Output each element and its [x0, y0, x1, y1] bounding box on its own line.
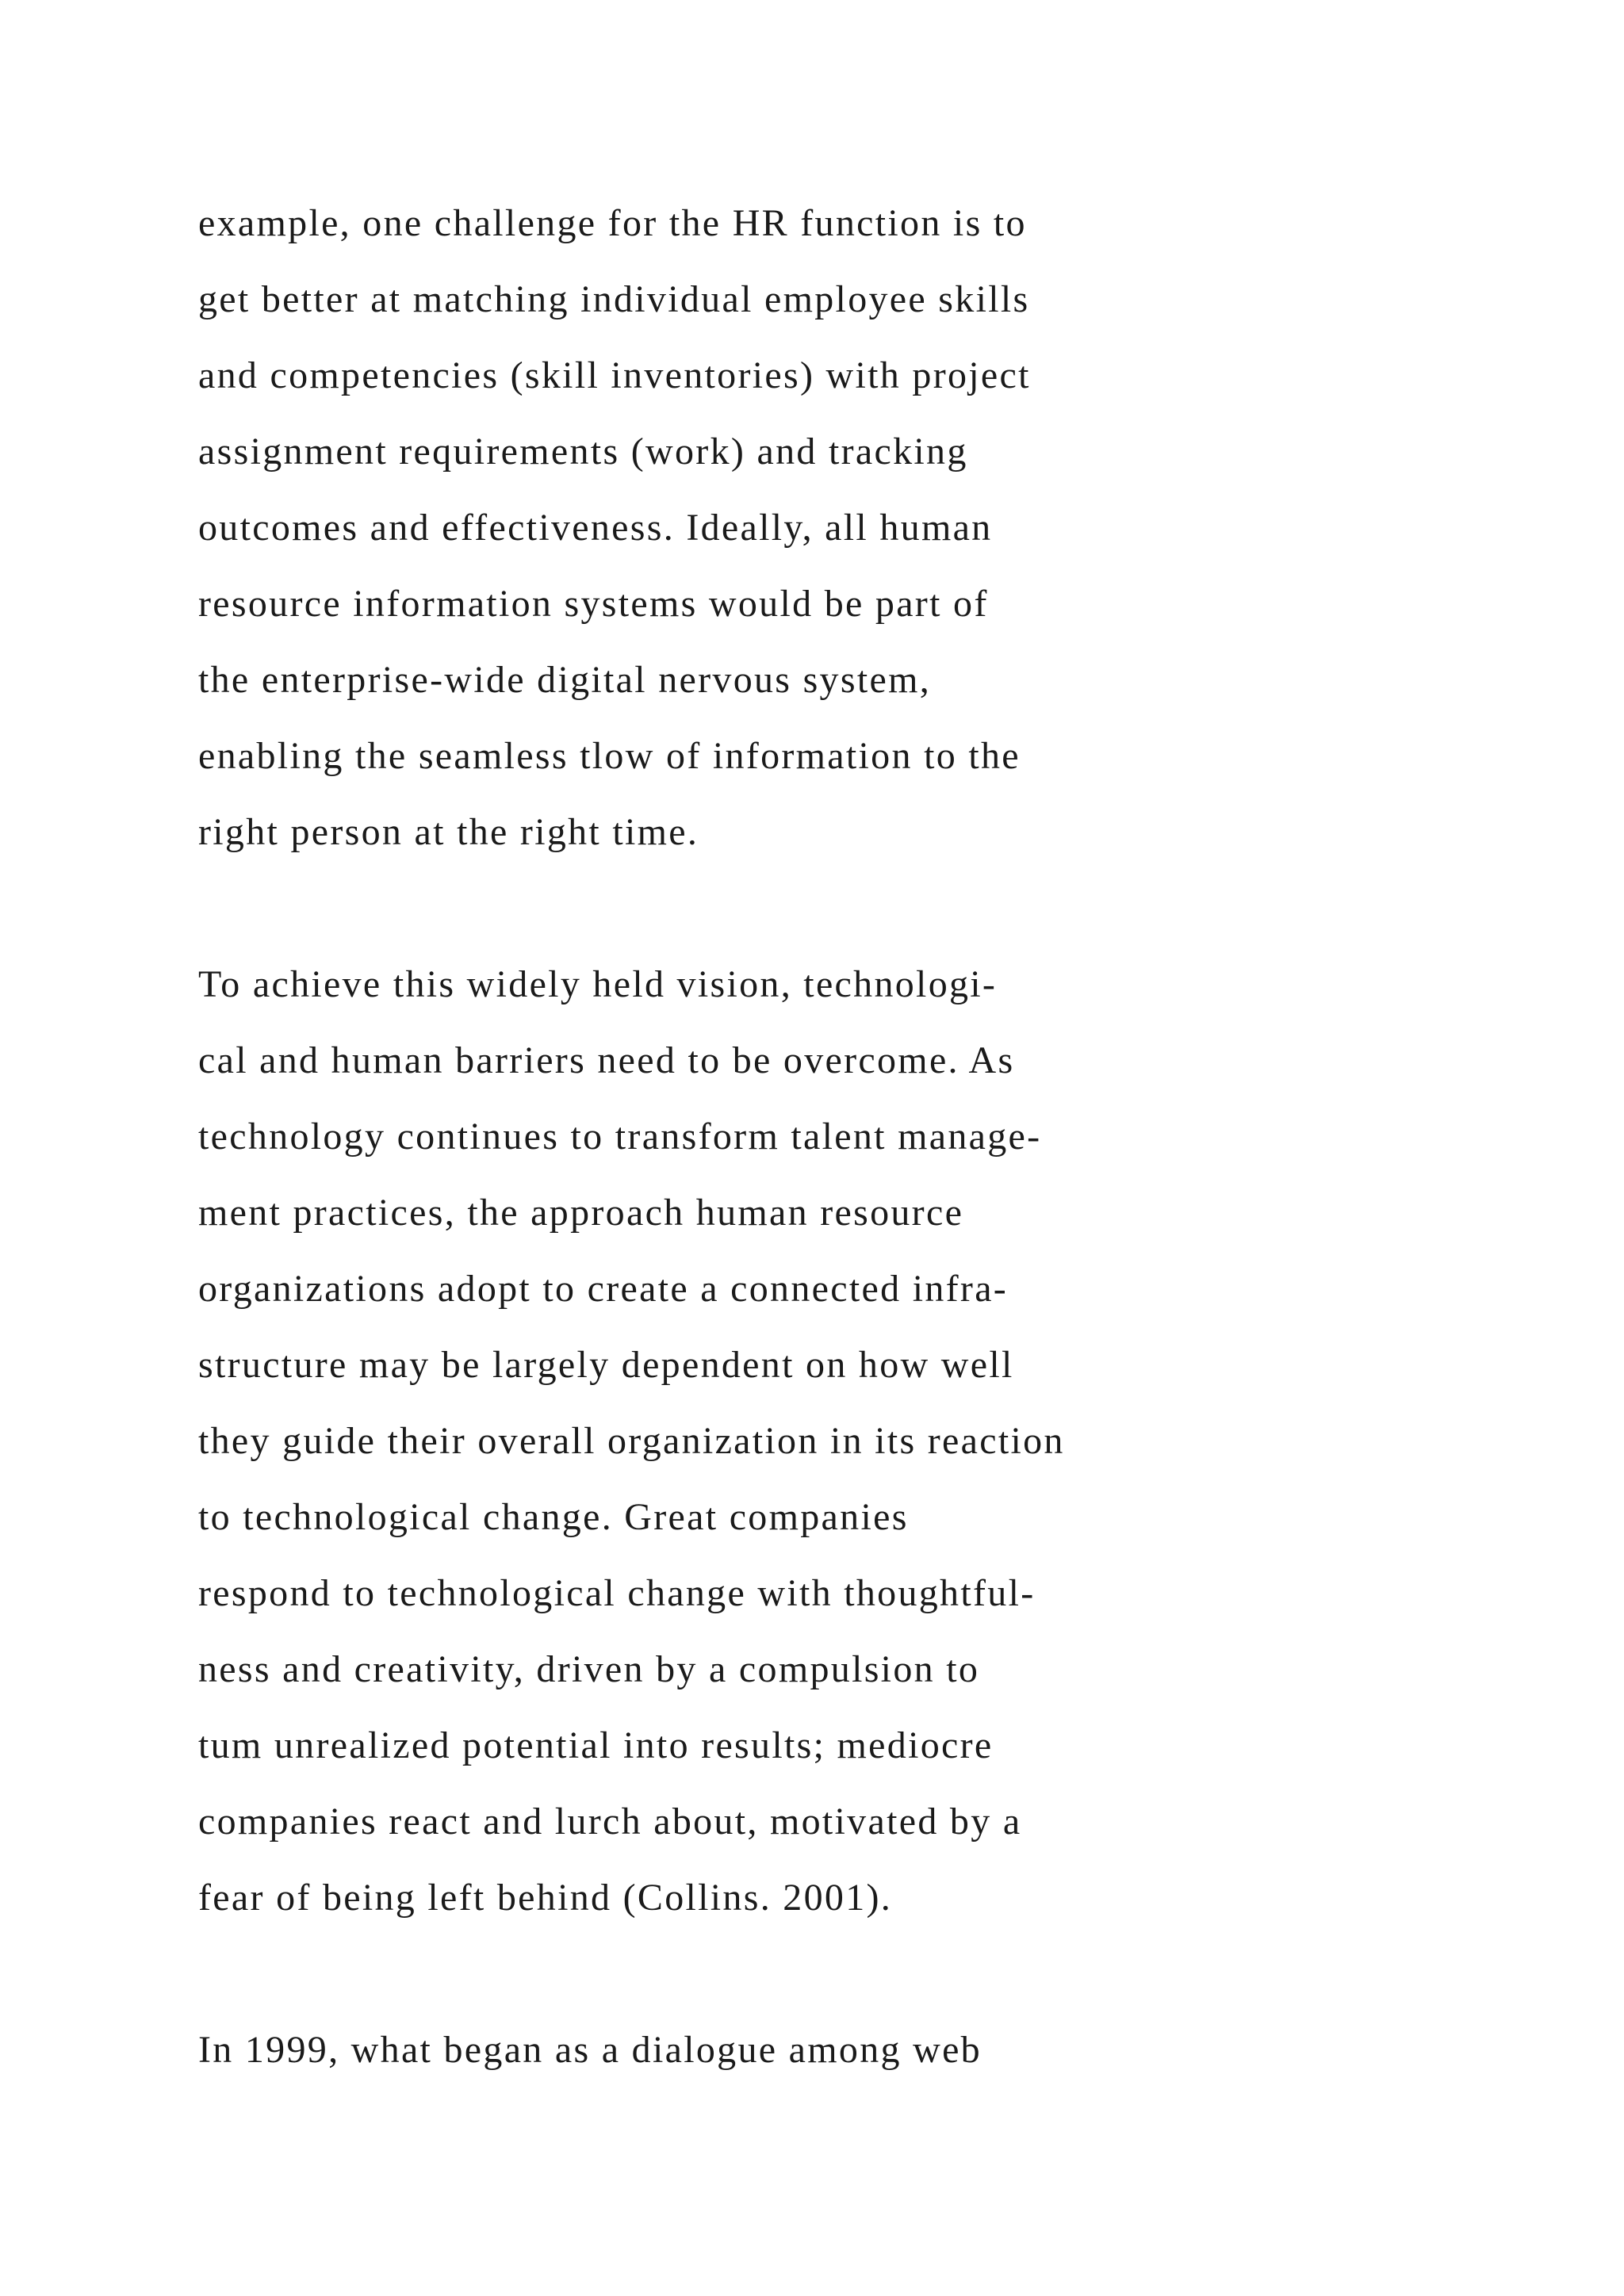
paragraph	[198, 947, 1065, 1936]
text-line: companies react and lurch about, motivated by a	[198, 1800, 1022, 1843]
text-line: respond to technological change with thoughtful-	[198, 1572, 1036, 1614]
text-line: they guide their overall organization in its reaction	[198, 1420, 1065, 1462]
text-line: structure may be largely dependent on how well	[198, 1344, 1014, 1386]
text-line: cal and human barriers need to be overcome. As	[198, 1039, 1015, 1081]
paragraph	[198, 2012, 982, 2088]
text-line: and competencies (skill inventories) with project	[198, 354, 1031, 396]
text-line: fear of being left behind (Collins. 2001).	[198, 1877, 893, 1919]
text-line: technology continues to transform talent manage-	[198, 1115, 1042, 1158]
text-line: outcomes and effectiveness. Ideally, all human	[198, 507, 993, 549]
text-line: right person at the right time.	[198, 811, 699, 853]
text-line: To achieve this widely held vision, technologi-	[198, 963, 998, 1005]
text-line: example, one challenge for the HR function is to	[198, 202, 1027, 244]
text-line: In 1999, what began as a dialogue among web	[198, 2029, 982, 2071]
text-line: ment practices, the approach human resource	[198, 1192, 964, 1234]
paragraph	[198, 186, 1031, 871]
text-line: get better at matching individual employee skills	[198, 278, 1030, 320]
text-line: resource information systems would be part of	[198, 583, 989, 625]
text-line: tum unrealized potential into results; mediocre	[198, 1724, 994, 1766]
text-line: organizations adopt to create a connected infra-	[198, 1268, 1009, 1310]
text-line: to technological change. Great companies	[198, 1496, 909, 1538]
text-line: the enterprise-wide digital nervous system,	[198, 659, 932, 701]
text-line: assignment requirements (work) and tracking	[198, 430, 968, 473]
text-line: ness and creativity, driven by a compulsion to	[198, 1648, 980, 1690]
text-line: enabling the seamless tlow of information to the	[198, 735, 1021, 777]
